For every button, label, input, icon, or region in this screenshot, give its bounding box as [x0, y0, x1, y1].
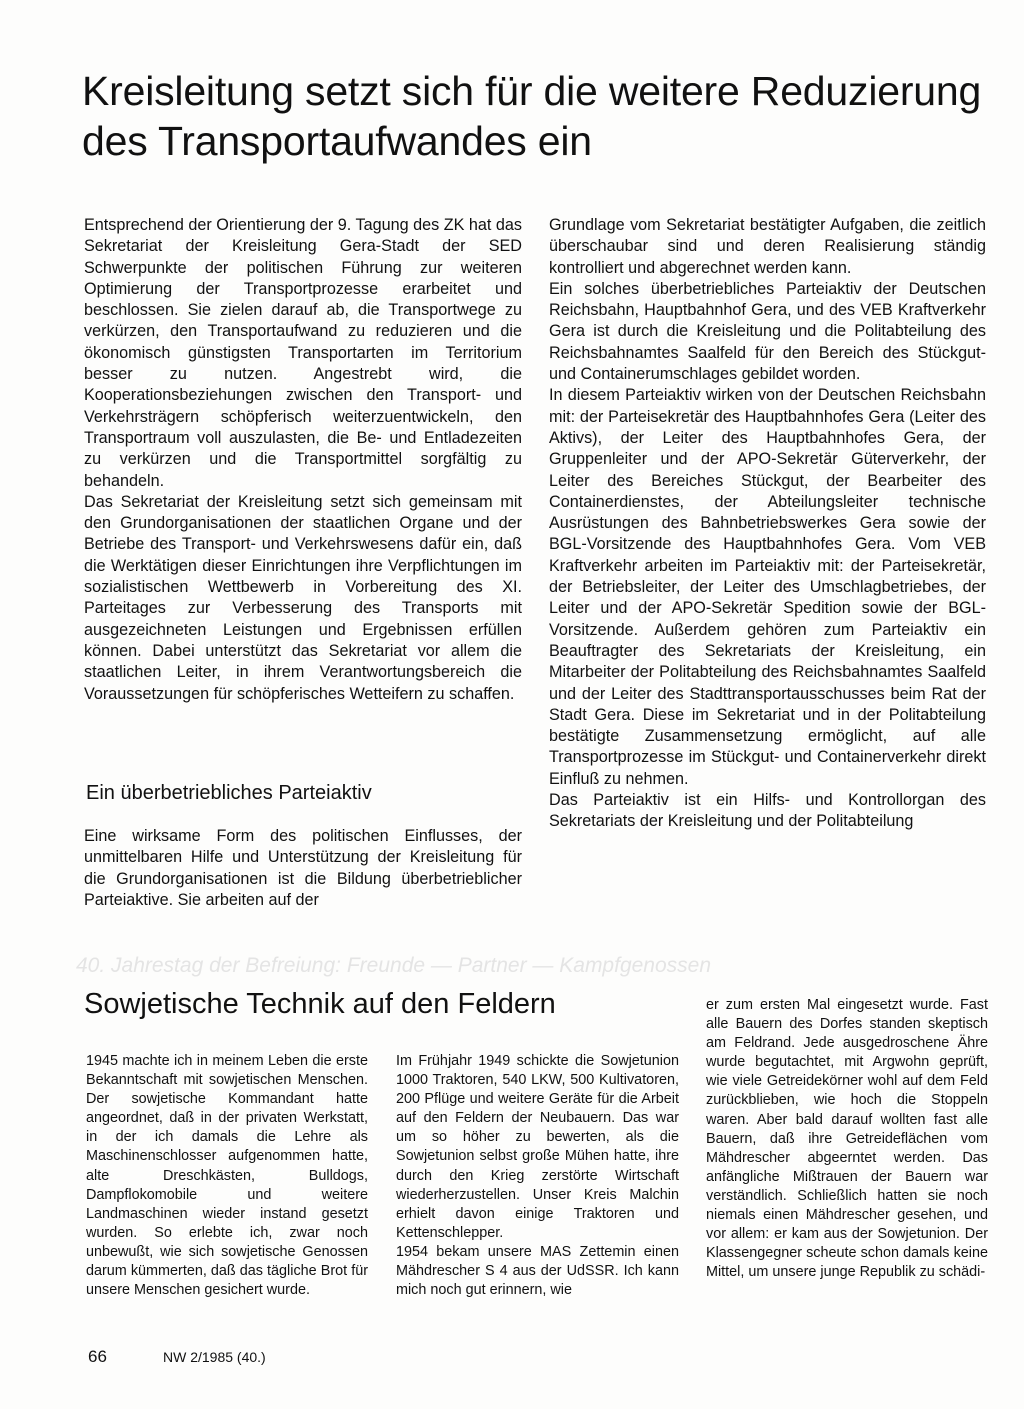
- paragraph: Entsprechend der Orientierung der 9. Tagung des ZK hat das Sekretariat der Kreisleitung Gera-Stadt der SED Schwerpunkte der politischen Führung zur weiteren Optimierung der Transportprozesse erarbeitet und beschlossen. Sie zielen darauf ab, die Transportwege zu verkürzen, den Transportaufwand zu reduzieren und die ökonomisch günstigsten Transportarten im Territorium besser zu nutzen. Angestrebt wird, die Kooperationsbeziehungen zwischen den Transport- und Verkehrsträgern schöpferisch weiterzuentwickeln, den Transportraum voll auszulasten, die Be- und Entladezeiten zu verkürzen und die Transportmittel sorgfältig zu behandeln.: [84, 216, 522, 490]
- paragraph: Eine wirksame Form des politischen Einflusses, der unmittelbaren Hilfe und Unterstützung der Kreisleitung für die Grundorganisationen ist die Bildung überbetrieblicher Parteiaktive. Sie arbeiten auf der: [84, 827, 522, 909]
- article-left-column-continued: [84, 826, 522, 911]
- article2-column-2: [396, 1052, 679, 1300]
- issue-label: NW 2/1985 (40.): [163, 1349, 266, 1365]
- article-title: Kreisleitung setzt sich für die weitere Reduzierung des Transportaufwandes ein: [82, 68, 982, 164]
- paragraph: 1945 machte ich in meinem Leben die erste Bekanntschaft mit sowjetischen Menschen. Der sowjetische Kommandant hatte angeordnet, daß in der privaten Werkstatt, in der ich damals die Lehre als Maschinenschlosser aufgenommen hatte, alte Dreschkästen, Bulldogs, Dampflokomobile und weitere Landmaschinen wieder instand gesetzt wurden. So erlebte ich, zwar noch unbewußt, wie sich sowjetische Genossen darum kümmerten, daß das tägliche Brot für unsere Menschen gesichert wurde.: [86, 1053, 368, 1299]
- article2-column-1: [86, 1052, 368, 1300]
- paragraph: Grundlage vom Sekretariat bestätigter Aufgaben, die zeitlich überschaubar sind und deren Realisierung ständig kontrolliert und abgerechnet werden kann.: [549, 216, 986, 277]
- page-number: 66: [88, 1347, 107, 1366]
- paragraph: Das Sekretariat der Kreisleitung setzt sich gemeinsam mit den Grundorganisationen der staatlichen Organe und der Betriebe des Transport- und Verkehrswesens dafür ein, daß die Werktätigen dieser Einrichtungen ihre Verpflichtungen im sozialistischen Wettbewerb in Vorbereitung des XI. Parteitages zur Verbesserung des Transports mit ausgezeichneten Leistungen und Ergebnissen erfüllen können. Dabei unterstützt das Sekretariat vor allem die staatlichen Leiter, in ihrem Verantwortungsbereich die Voraussetzungen für schöpferisches Wetteifern zu schaffen.: [84, 492, 522, 703]
- article-right-column: [549, 215, 986, 833]
- article-left-column: [84, 215, 522, 705]
- paragraph: er zum ersten Mal eingesetzt wurde. Fast alle Bauern des Dorfes standen skeptisch am Feldrand. Jede ausgedroschene Ähre wurde begutachtet, mit Argwohn geprüft, wie viele Getreidekörner wohl auf dem Feld zurückblieben, wie hoch die Stoppeln waren. Aber bald darauf wollten fast alle Bauern, daß ihre Getreideflächen vom Mähdrescher abgeerntet werden. Das anfängliche Mißtrauen der Bauern war verständlich. Schließlich hatten sie noch niemals einen Mähdrescher gesehen, und vor allem: er kam aus der Sowjetunion. Der Klassengegner scheute schon damals keine Mittel, um unsere junge Republik zu schädi-: [706, 997, 988, 1281]
- paragraph: Ein solches überbetriebliches Parteiaktiv der Deutschen Reichsbahn, Hauptbahnhof Gera, und des VEB Kraftverkehr Gera ist durch die Kreisleitung und die Politabteilung des Reichsbahnamtes Saalfeld für den Bereich des Stückgut- und Containerumschlages gebildet worden.: [549, 279, 986, 384]
- paragraph: Das Parteiaktiv ist ein Hilfs- und Kontrollorgan des Sekretariats der Kreisleitung und der Politabteilung: [549, 791, 986, 831]
- paragraph: In diesem Parteiaktiv wirken von der Deutschen Reichsbahn mit: der Parteisekretär des Hauptbahnhofes Gera (Leiter des Aktivs), der Leiter des Hauptbahnhofes Gera, der Gruppenleiter und der APO-Sekretär Güterverkehr, der Leiter des Bereiches Stückgut, der Bearbeiter des Containerdienstes, der Abteilungsleiter technische Ausrüstungen des Bahnbetriebswerkes Gera sowie der BGL-Vorsitzende des Hauptbahnhofes Gera. Vom VEB Kraftverkehr arbeiten im Parteiaktiv mit: der Parteisekretär, der Betriebsleiter, der Leiter des Umschlagbetriebes, der Leiter und der APO-Sekretär Spedition sowie der BGL-Vorsitzende. Außerdem gehören zum Parteiaktiv ein Beauftragter des Sekretariats der Kreisleitung, ein Mitarbeiter der Politabteilung des Reichsbahnamtes Saalfeld und der Leiter des Stadttransportausschusses beim Rat der Stadt Gera. Diese im Sekretariat und in der Politabteilung bestätigte Zusammensetzung ermöglicht, auf alle Transportprozesse im Stückgut- und Containerverkehr direkt Einfluß zu nehmen.: [549, 386, 986, 788]
- paragraph: 1954 bekam unsere MAS Zettemin einen Mähdrescher S 4 aus der UdSSR. Ich kann mich noch gut erinnern, wie: [396, 1243, 679, 1299]
- article2-column-3: [706, 996, 988, 1282]
- section-subheading: Ein überbetriebliches Parteiaktiv: [86, 782, 372, 804]
- article-title-2: Sowjetische Technik auf den Feldern: [84, 988, 556, 1020]
- paragraph: Im Frühjahr 1949 schickte die Sowjetunion 1000 Traktoren, 540 LKW, 500 Kultivatoren, 200 Pflüge und weitere Geräte für die Arbeit auf den Feldern der Neubauern. Das war um so höher zu bewerten, als die Sowjetunion selbst große Mühen hatte, ihre durch den Krieg zerstörte Wirtschaft wiederherzustellen. Unser Kreis Malchin erhielt davon einige Traktoren und Kettenschlepper.: [396, 1053, 679, 1241]
- series-banner: 40. Jahrestag der Befreiung: Freunde — Partner — Kampfgenossen: [76, 954, 712, 977]
